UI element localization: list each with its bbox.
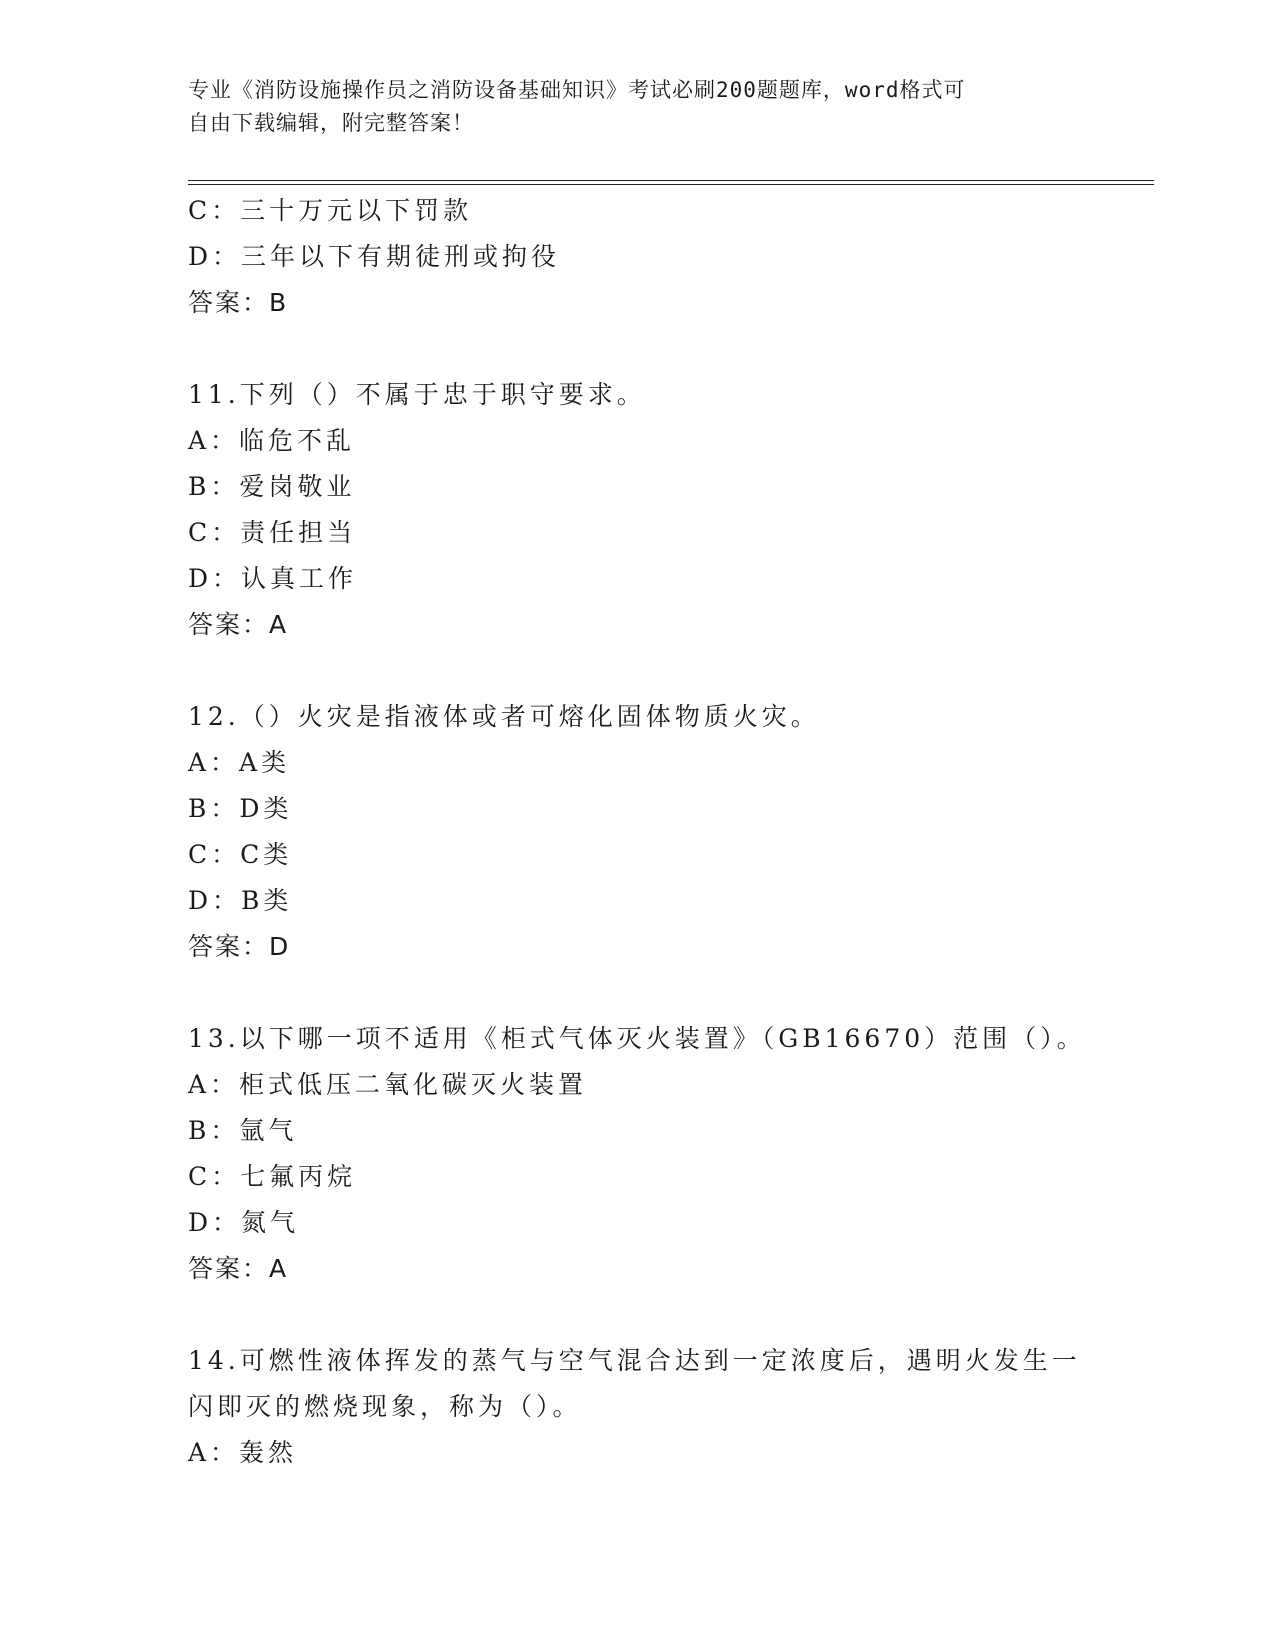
question-block-14 bbox=[188, 1338, 1088, 1476]
option-a: A：A类 bbox=[188, 748, 291, 777]
option-c: C：三十万元以下罚款 bbox=[188, 196, 473, 225]
option-a: A：轰然 bbox=[188, 1438, 298, 1467]
option-a: A：临危不乱 bbox=[188, 426, 356, 455]
option-d: D：三年以下有期徒刑或拘役 bbox=[188, 242, 561, 271]
question-block-11 bbox=[188, 372, 1088, 648]
option-d: D：认真工作 bbox=[188, 564, 358, 593]
option-c: C：七氟丙烷 bbox=[188, 1162, 357, 1191]
question-text: 12.（）火灾是指液体或者可熔化固体物质火灾。 bbox=[188, 702, 820, 731]
question-text: 13.以下哪一项不适用《柜式气体灭火装置》（GB16670）范围（）。 bbox=[188, 1024, 1086, 1053]
option-c: C：C类 bbox=[188, 840, 293, 869]
question-block-continued bbox=[188, 188, 1088, 326]
answer-line: 答案：A bbox=[188, 610, 289, 639]
question-text-line-1: 14.可燃性液体挥发的蒸气与空气混合达到一定浓度后，遇明火发生一 bbox=[188, 1346, 1081, 1375]
option-d: D：氮气 bbox=[188, 1208, 300, 1237]
answer-line: 答案：A bbox=[188, 1254, 289, 1283]
option-a: A：柜式低压二氧化碳灭火装置 bbox=[188, 1070, 588, 1099]
option-d: D：B类 bbox=[188, 886, 293, 915]
header-title-line-2: 自由下载编辑，附完整答案！ bbox=[188, 111, 474, 135]
question-block-13 bbox=[188, 1016, 1088, 1292]
question-text-line-2: 闪即灭的燃烧现象，称为（）。 bbox=[188, 1392, 582, 1421]
option-b: B：爱岗敬业 bbox=[188, 472, 356, 501]
header-divider bbox=[188, 180, 1154, 185]
question-list bbox=[188, 188, 1088, 1476]
option-b: B：D类 bbox=[188, 794, 293, 823]
option-b: B：氩气 bbox=[188, 1116, 298, 1145]
header-title-line-1: 专业《消防设施操作员之消防设备基础知识》考试必刷200题题库，word格式可 bbox=[188, 78, 966, 102]
option-c: C：责任担当 bbox=[188, 518, 357, 547]
answer-line: 答案：D bbox=[188, 932, 291, 961]
question-text: 11.下列（）不属于忠于职守要求。 bbox=[188, 380, 646, 409]
question-block-12 bbox=[188, 694, 1088, 970]
answer-line: 答案：B bbox=[188, 288, 289, 317]
document-header bbox=[188, 74, 1088, 140]
